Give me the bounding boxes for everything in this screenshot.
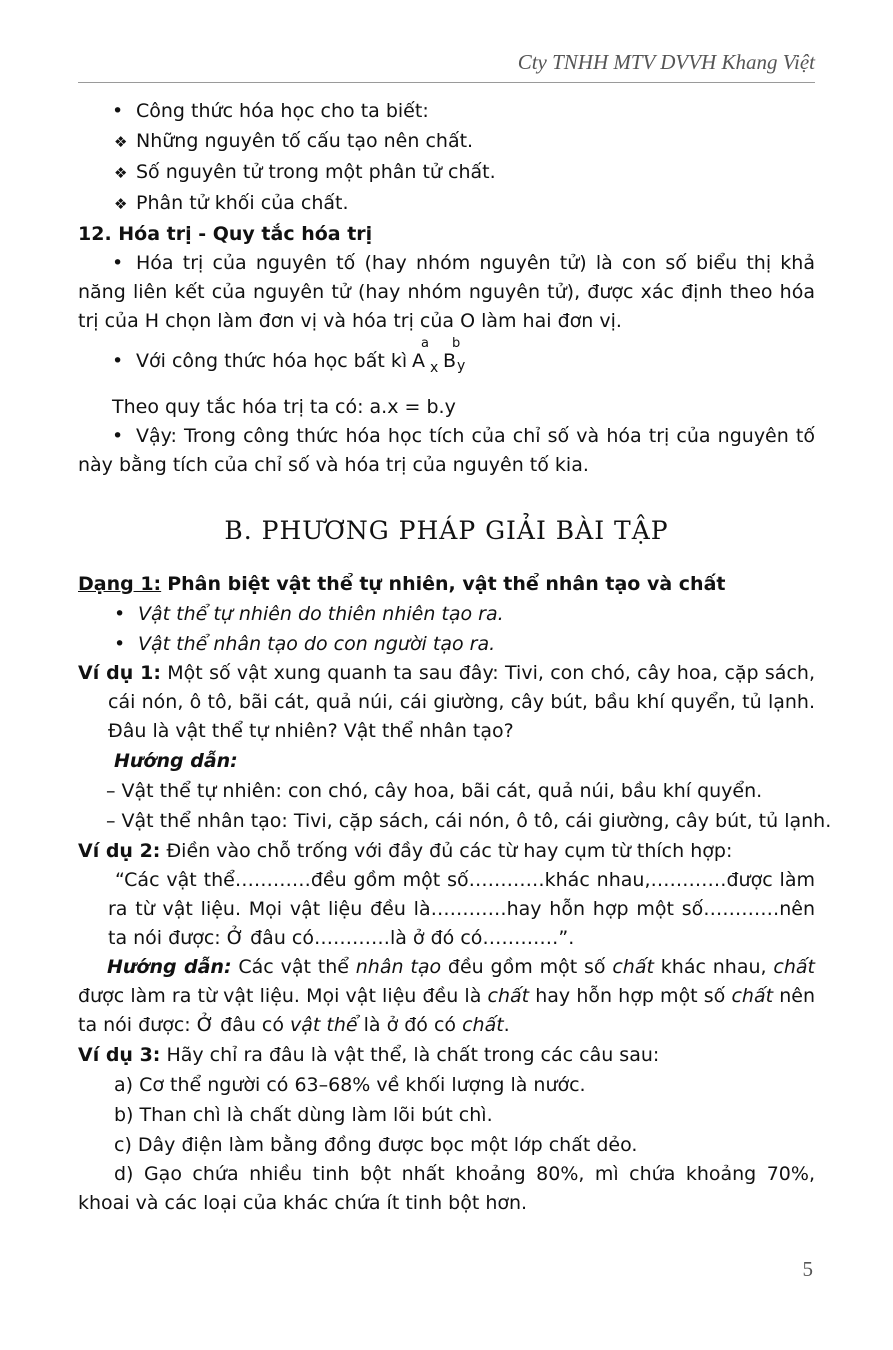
diamond-item: ❖ Những nguyên tố cấu tạo nên chất.	[78, 126, 815, 157]
bullet-dot-icon: •	[112, 425, 124, 447]
example-3-item: b) Than chì là chất dùng làm lõi bút chì.	[114, 1104, 493, 1126]
example-3-item: c) Dây điện làm bằng đồng được bọc một lớp chất dẻo.	[114, 1134, 638, 1156]
example-2-quote: “Các vật thể…………đều gồm một số…………khác nhau,…………được làm ra từ vật liệu. Mọi vật liệu đều là…………hay hỗn hợp một số…………nên ta nói được: Ở đâu có…………là ở đó có…………”.	[108, 869, 815, 949]
page-number: 5	[802, 1257, 813, 1281]
example-3-item: a) Cơ thể người có 63–68% về khối lượng là nước.	[114, 1074, 586, 1096]
example-2-answer: Hướng dẫn: Các vật thể nhân tạo đều gồm một số chất khác nhau, chất được làm ra từ vật liệu. Mọi vật liệu đều là chất hay hỗn hợp một số chất nên ta nói được: Ở đâu có vật thể là ở đó có chất.	[78, 956, 815, 1036]
page-header	[78, 48, 815, 83]
header-publisher: Cty TNHH MTV DVVH Khang Việt	[517, 50, 815, 74]
bullet-dot-icon: •	[114, 633, 126, 655]
bullet-dot-icon: •	[112, 100, 124, 122]
bullet-dot-icon: •	[112, 350, 124, 372]
section-12-bullet-1: • Hóa trị của nguyên tố (hay nhóm nguyên tử) là con số biểu thị khả năng liên kết của nguyên tử (hay nhóm nguyên tử), được xác định theo hóa trị của H chọn làm đơn vị và hóa trị của O làm hai đơn vị.	[78, 249, 815, 336]
diamond-item: ❖ Số nguyên tử trong một phân tử chất.	[78, 157, 815, 188]
bullet-intro: • Công thức hóa học cho ta biết:	[78, 96, 815, 126]
dang-1-heading: Dạng 1: Phân biệt vật thể tự nhiên, vật thể nhân tạo và chất	[78, 573, 726, 595]
section-12-bullet-3: • Vậy: Trong công thức hóa học tích của chỉ số và hóa trị của nguyên tố này bằng tích của chỉ số và hóa trị của nguyên tố kia.	[78, 422, 815, 480]
section-12-title: 12. Hóa trị - Quy tắc hóa trị	[78, 223, 373, 245]
dang-1-bullet: • Vật thể nhân tạo do con người tạo ra.	[78, 629, 815, 659]
example-1-answer: – Vật thể tự nhiên: con chó, cây hoa, bãi cát, quả núi, bầu khí quyển.	[106, 780, 763, 802]
diamond-bullet-icon: ❖	[114, 164, 128, 182]
valence-rule: Theo quy tắc hóa trị ta có: a.x = b.y	[112, 396, 456, 418]
diamond-item: ❖ Phân tử khối của chất.	[78, 188, 815, 219]
example-2: Ví dụ 2: Điền vào chỗ trống với đầy đủ các từ hay cụm từ thích hợp:	[78, 840, 733, 862]
diamond-bullet-icon: ❖	[114, 195, 128, 213]
example-1-answer: – Vật thể nhân tạo: Tivi, cặp sách, cái nón, ô tô, cái giường, cây bút, tủ lạnh.	[106, 810, 832, 832]
example-3-item: d) Gạo chứa nhiều tinh bột nhất khoảng 80%, mì chứa khoảng 70%, khoai và các loại của khác chứa ít tinh bột hơn.	[78, 1163, 815, 1214]
formula-line: • Với công thức hóa học bất kì a A x b B y	[78, 336, 815, 388]
bullet-dot-icon: •	[114, 603, 126, 625]
section-b-title: B. PHƯƠNG PHÁP GIẢI BÀI TẬP	[224, 516, 669, 545]
example-1: Ví dụ 1: Một số vật xung quanh ta sau đây: Tivi, con chó, cây hoa, cặp sách, cái nón, ô tô, bãi cát, quả núi, cái giường, cây bút, bầu khí quyển, tủ lạnh. Đâu là vật thể tự nhiên? Vật thể nhân tạo?	[78, 662, 815, 742]
example-3: Ví dụ 3: Hãy chỉ ra đâu là vật thể, là chất trong các câu sau:	[78, 1044, 660, 1066]
diamond-bullet-icon: ❖	[114, 133, 128, 151]
dang-1-bullet: • Vật thể tự nhiên do thiên nhiên tạo ra.	[78, 599, 815, 629]
example-1-guide-label: Hướng dẫn:	[114, 750, 238, 772]
section-12-bullet-2: • Với công thức hóa học bất kì	[78, 346, 407, 376]
page-content	[78, 96, 832, 1218]
bullet-dot-icon: •	[112, 252, 124, 274]
